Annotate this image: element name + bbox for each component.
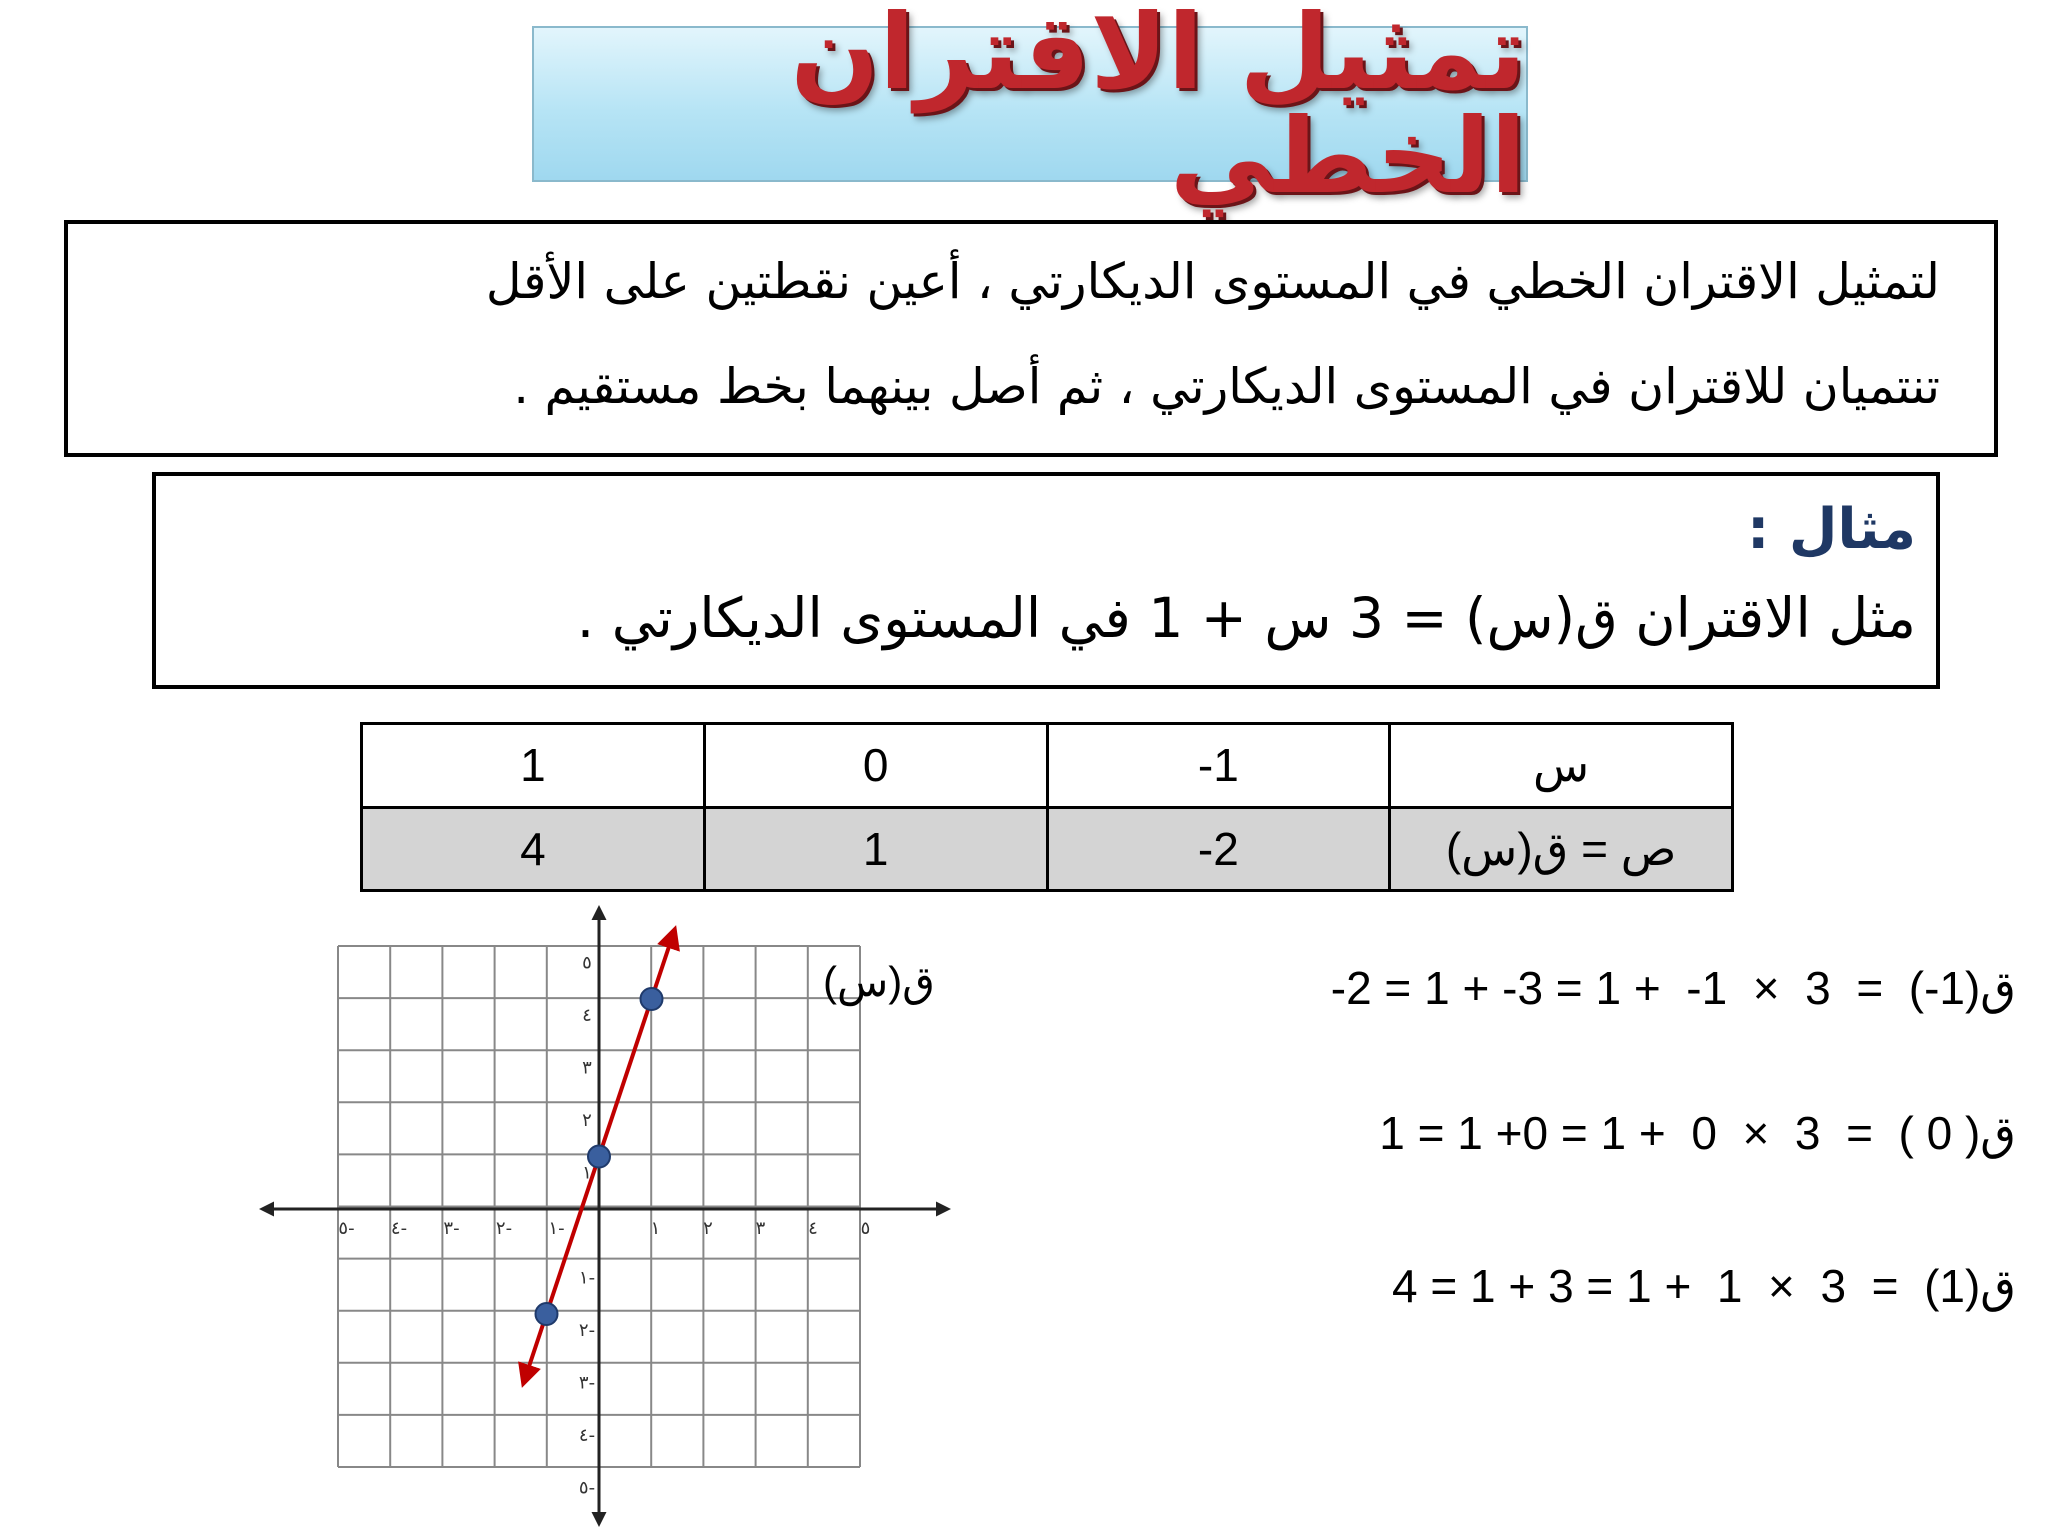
x-tick-label: ٥- — [338, 1218, 355, 1239]
y-tick-label: ٢ — [582, 1110, 592, 1131]
graph-point — [536, 1303, 558, 1325]
calculation-line: ق(1-) = 3 × 1- + 1 = 3- + 1 = 2- — [1330, 962, 2016, 1014]
y-tick-label: ٣ — [582, 1057, 592, 1079]
example-label: مثال : — [1746, 497, 1916, 562]
x-tick-label: ٢- — [495, 1218, 513, 1239]
table-header-y: ص = ق(س) — [1390, 807, 1733, 891]
y-tick-label: ١- — [578, 1267, 596, 1289]
x-tick-label: ٣ — [755, 1218, 766, 1239]
graph-point — [588, 1146, 610, 1168]
definition-line-2: تنتميان للاقتران في المستوى الديكارتي ، ثم أصل بينهما بخط مستقيم . — [513, 358, 1940, 415]
example-text: مثل الاقتران ق(س) = 3 س + 1 في المستوى الديكارتي . — [576, 586, 1916, 650]
tick-labels — [338, 953, 870, 1499]
x-tick-label: ١- — [548, 1218, 565, 1239]
x-tick-label: ٥ — [860, 1218, 871, 1239]
table-cell: 0 — [704, 724, 1047, 808]
y-tick-label: ٤ — [582, 1005, 592, 1026]
table-cell: 4 — [362, 807, 705, 891]
table-header-x: س — [1390, 724, 1733, 808]
y-tick-label: ٢- — [578, 1320, 596, 1341]
graph-point — [641, 988, 663, 1010]
table-cell: 1 — [362, 724, 705, 808]
x-tick-label: ٤ — [808, 1218, 818, 1239]
y-tick-label: ١ — [582, 1162, 592, 1184]
function-label: ق(س) — [823, 958, 935, 1005]
y-tick-label: ٣- — [578, 1372, 596, 1394]
calculation-line: ق( 0 ) = 3 × 0 + 1 = 0+ 1 = 1 — [1379, 1107, 2016, 1159]
page-title: تمثيل الاقتران الخطي — [790, 0, 1526, 217]
y-tick-label: ٥- — [578, 1477, 596, 1499]
definition-line-1: لتمثيل الاقتران الخطي في المستوى الديكارتي ، أعين نقطتين على الأقل — [485, 253, 1940, 310]
table-cell: 2- — [1047, 807, 1390, 891]
y-tick-label: ٥ — [582, 952, 592, 974]
calculation-line: ق(1) = 3 × 1 + 1 = 3 + 1 = 4 — [1392, 1260, 2016, 1312]
table-cell: 1 — [704, 807, 1047, 891]
x-tick-label: ٣- — [443, 1218, 460, 1239]
x-tick-label: ١ — [650, 1218, 661, 1239]
x-tick-label: ٤- — [390, 1218, 408, 1239]
y-tick-label: ٤- — [578, 1425, 596, 1446]
x-tick-label: ٢ — [703, 1218, 713, 1239]
table-cell: 1- — [1047, 724, 1390, 808]
